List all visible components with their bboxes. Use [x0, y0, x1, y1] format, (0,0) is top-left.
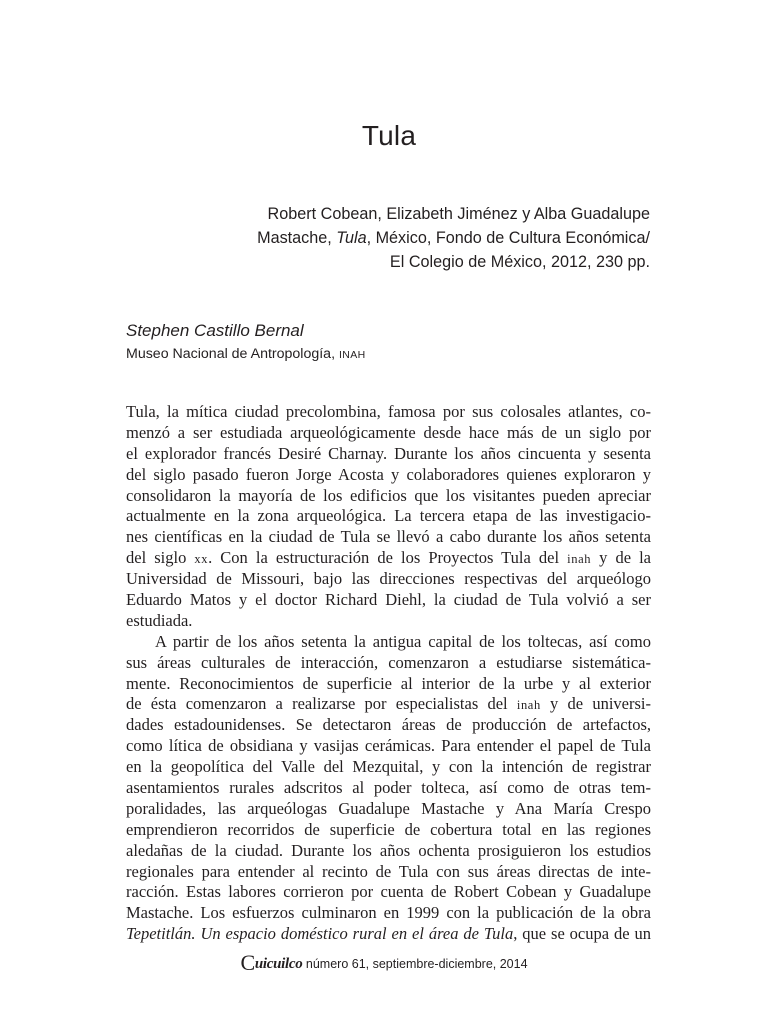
body-line: del siglo xx. Con la estructuración de los Proyectos Tula del inah y de la [126, 548, 652, 568]
journal-logo: Cuicuilco [240, 950, 303, 975]
body-line: el explorador francés Desiré Charnay. Durante los años cincuenta y sesenta [126, 443, 651, 463]
review-title: Tula [361, 120, 417, 151]
reference-line-1: Robert Cobean, Elizabeth Jiménez y Alba Guadalupe [267, 205, 650, 223]
affiliation-institute: INAH [338, 349, 366, 361]
body-line: nes científicas en la ciudad de Tula se llevó a cabo durante los años setenta [126, 527, 651, 547]
body-line: consolidaron la mayoría de los edificios que los visitantes pueden apreciar [126, 485, 651, 505]
body-line: poralidades, las arqueólogas Guadalupe Mastache y Ana María Crespo [126, 798, 651, 818]
body-line: actualmente en la zona arqueológica. La tercera etapa de las investigacio- [126, 506, 651, 526]
body-line: de ésta comenzaron a realizarse por especialistas del inah y de universi- [126, 694, 651, 714]
paragraph-1 [126, 402, 651, 632]
issue-info: número 61, septiembre-diciembre, 2014 [302, 957, 528, 971]
body-line: sus áreas culturales de interacción, comenzaron a estudiarse sistemática- [126, 652, 651, 672]
body-line: en la geopolítica del Valle del Mezquital, y con la intención de registrar [126, 757, 651, 777]
body-line: regionales para entender al recinto de Tula con sus áreas directas de inte- [126, 861, 651, 881]
author-affiliation: Museo Nacional de Antropología, INAH [126, 346, 366, 362]
body-line: estudiada. [126, 610, 193, 630]
reference-line-3: El Colegio de México, 2012, 230 pp. [389, 253, 650, 271]
reference-line-2: Mastache, Tula, México, Fondo de Cultura Económica/ [257, 229, 650, 247]
body-line: asentamientos rurales adscritos al poder tolteca, así como de otras tem- [126, 778, 651, 798]
body-line: dades estadounidenses. Se detectaron áreas de producción de artefactos, [126, 715, 651, 735]
body-line: Tula, la mítica ciudad precolombina, famosa por sus colosales atlantes, co- [126, 402, 651, 421]
body-line: A partir de los años setenta la antigua capital de los toltecas, así como [155, 631, 651, 651]
body-line: Mastache. Los esfuerzos culminaron en 1999 con la publicación de la obra [126, 903, 651, 923]
body-line: del siglo pasado fueron Jorge Acosta y colaboradores quienes exploraron y [126, 464, 651, 484]
book-reference [130, 202, 650, 274]
body-line: mente. Reconocimientos de superficie al interior de la urbe y al exterior [126, 673, 651, 693]
body-line: menzó a ser estudiada arqueológicamente desde hace más de un siglo por [126, 422, 651, 442]
page-footer [0, 950, 768, 976]
body-line: Tepetitlán. Un espacio doméstico rural en el área de Tula, que se ocupa de un [126, 924, 651, 944]
body-line: emprendieron recorridos de superficie de cobertura total en las regiones [126, 819, 651, 839]
body-line: aledañas de la ciudad. Durante los años ochenta prosiguieron los estudios [126, 840, 651, 860]
body-line: racción. Estas labores corrieron por cuenta de Robert Cobean y Guadalupe [126, 882, 651, 902]
book-title-italic: Tula [336, 229, 367, 247]
review-author: Stephen Castillo Bernal [126, 321, 304, 340]
paragraph-2 [126, 632, 651, 945]
body-line: Universidad de Missouri, bajo las direcciones respectivas del arqueólogo [126, 569, 651, 589]
review-body [126, 402, 651, 945]
body-line: Eduardo Matos y el doctor Richard Diehl, la ciudad de Tula volvió a ser [126, 590, 651, 610]
body-line: como lítica de obsidiana y vasijas cerámicas. Para entender el papel de Tula [126, 736, 651, 756]
